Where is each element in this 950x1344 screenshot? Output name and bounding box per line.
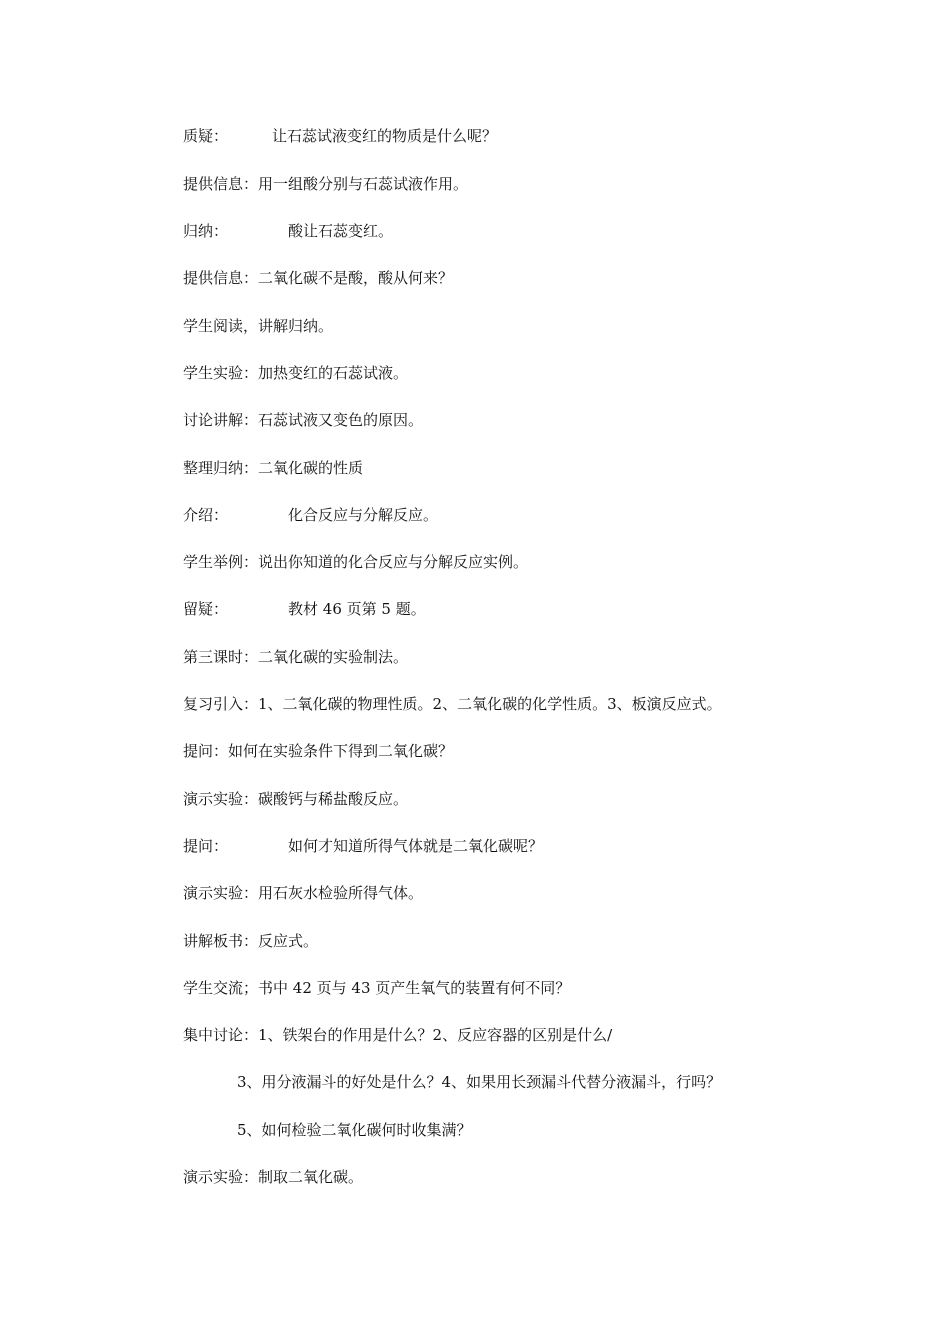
line-label: 归纳： <box>183 222 229 240</box>
text-line-continued <box>237 1120 472 1140</box>
line-content: 制取二氧化碳。 <box>258 1168 364 1186</box>
line-content: 加热变红的石蕊试液。 <box>258 364 409 382</box>
line-content: 用一组酸分别与石蕊试液作用。 <box>258 175 469 193</box>
line-content: 教材 46 页第 5 题。 <box>288 600 426 618</box>
line-content: 如何在实验条件下得到二氧化碳？ <box>228 742 454 760</box>
text-line <box>183 883 423 903</box>
text-line <box>183 741 453 761</box>
text-line <box>183 694 722 714</box>
text-line <box>183 789 408 809</box>
line-label: 学生举例： <box>183 553 259 571</box>
line-content: 二氧化碳不是酸，酸从何来？ <box>258 269 454 287</box>
line-content: 说出你知道的化合反应与分解反应实例。 <box>258 553 529 571</box>
line-content: 化合反应与分解反应。 <box>288 506 439 524</box>
text-line <box>183 458 363 478</box>
line-content: 书中 42 页与 43 页产生氧气的装置有何不同？ <box>258 979 571 997</box>
text-line <box>183 363 408 383</box>
line-content: 1、二氧化碳的物理性质。2、二氧化碳的化学性质。3、板演反应式。 <box>258 695 722 713</box>
line-label: 演示实验： <box>183 790 259 808</box>
text-line <box>183 221 393 241</box>
line-content: 5、如何检验二氧化碳何时收集满？ <box>237 1121 472 1139</box>
text-line <box>183 599 426 619</box>
line-label: 集中讨论： <box>183 1026 259 1044</box>
line-label: 演示实验： <box>183 884 259 902</box>
line-label: 提问： <box>183 837 229 855</box>
line-label: 质疑： <box>183 127 229 145</box>
line-label: 留疑： <box>183 600 229 618</box>
line-label: 整理归纳： <box>183 459 259 477</box>
line-label: 学生交流； <box>183 979 259 997</box>
text-line <box>183 505 438 525</box>
line-label: 提供信息： <box>183 175 259 193</box>
line-content: 用石灰水检验所得气体。 <box>258 884 424 902</box>
text-line <box>183 1167 363 1187</box>
line-content: 碳酸钙与稀盐酸反应。 <box>258 790 409 808</box>
line-label: 学生实验： <box>183 364 259 382</box>
line-content: 学生阅读，讲解归纳。 <box>183 317 334 335</box>
line-label: 演示实验： <box>183 1168 259 1186</box>
line-content: 3、用分液漏斗的好处是什么？4、如果用长颈漏斗代替分液漏斗，行吗？ <box>237 1073 722 1091</box>
text-line <box>183 268 453 288</box>
text-line <box>183 174 468 194</box>
line-label: 介绍： <box>183 506 229 524</box>
line-label: 提供信息： <box>183 269 259 287</box>
text-line <box>183 931 318 951</box>
line-content: 石蕊试液又变色的原因。 <box>258 411 424 429</box>
line-label: 提问： <box>183 742 229 760</box>
text-line <box>183 316 333 336</box>
text-line <box>183 410 423 430</box>
line-content: 让石蕊试液变红的物质是什么呢？ <box>272 127 498 145</box>
text-line <box>183 978 570 998</box>
text-line <box>183 552 528 572</box>
line-label: 第三课时： <box>183 648 259 666</box>
line-label: 复习引入： <box>183 695 259 713</box>
text-line-continued <box>237 1072 721 1092</box>
line-content: 二氧化碳的实验制法。 <box>258 648 409 666</box>
line-content: 二氧化碳的性质 <box>258 459 364 477</box>
line-label: 讲解板书： <box>183 932 259 950</box>
line-content: 酸让石蕊变红。 <box>288 222 394 240</box>
text-line <box>183 126 497 146</box>
text-line <box>183 1025 612 1045</box>
line-content: 如何才知道所得气体就是二氧化碳呢？ <box>288 837 544 855</box>
line-content: 反应式。 <box>258 932 319 950</box>
line-label: 讨论讲解： <box>183 411 259 429</box>
text-line <box>183 836 543 856</box>
line-content: 1、铁架台的作用是什么？2、反应容器的区别是什么/ <box>258 1026 613 1044</box>
text-line <box>183 647 408 667</box>
